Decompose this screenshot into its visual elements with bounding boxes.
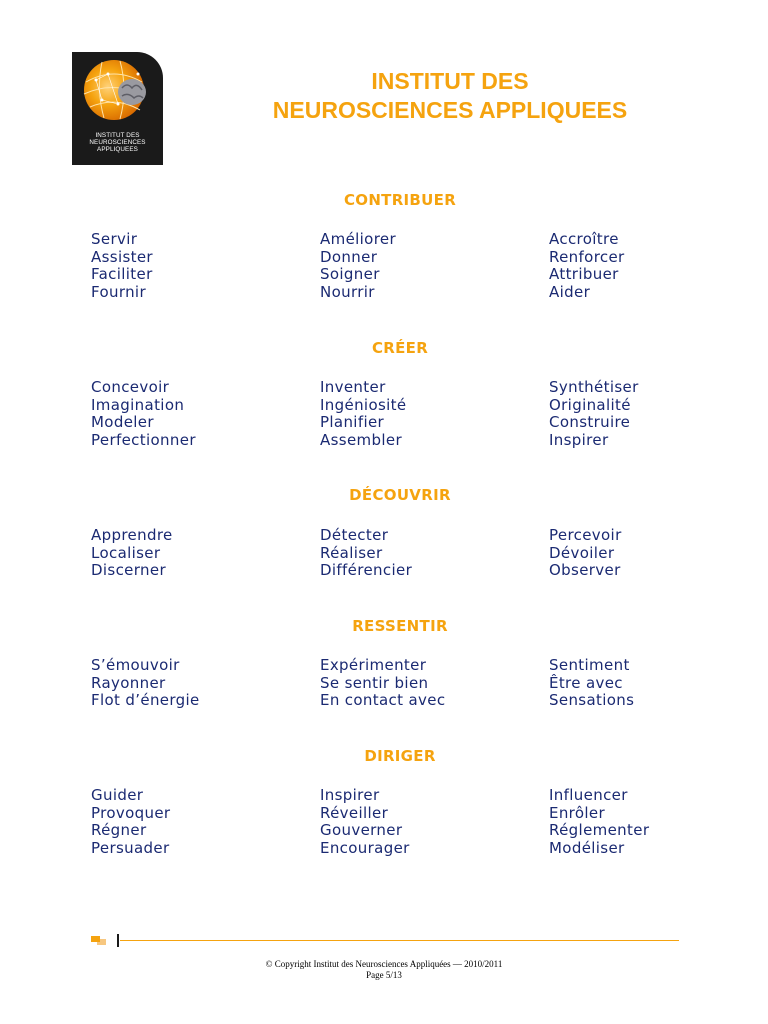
word-column xyxy=(91,379,196,450)
word: Perfectionner xyxy=(91,431,196,450)
word-column xyxy=(320,657,445,710)
word: Assister xyxy=(91,247,153,266)
word: Gouverner xyxy=(320,821,403,840)
word: Flot d’énergie xyxy=(91,691,200,710)
word: Modéliser xyxy=(549,839,625,858)
word: S’émouvoir xyxy=(91,656,180,674)
word: Soigner xyxy=(320,265,380,284)
word-column xyxy=(320,527,412,580)
section-heading-decouvrir: DÉCOUVRIR xyxy=(349,486,451,504)
word: Influencer xyxy=(549,786,628,804)
word: Concevoir xyxy=(91,378,170,396)
word: Faciliter xyxy=(91,265,153,284)
logo-text xyxy=(72,132,163,154)
word-column xyxy=(91,787,170,858)
word: Enrôler xyxy=(549,803,606,822)
word-column xyxy=(549,527,622,580)
word: Améliorer xyxy=(320,230,396,248)
word: Percevoir xyxy=(549,526,622,544)
word-column xyxy=(91,527,173,580)
word: Planifier xyxy=(320,413,385,432)
word: Régner xyxy=(91,821,147,840)
word: Inspirer xyxy=(320,786,380,804)
logo-line: NEUROSCIENCES xyxy=(89,139,146,147)
word: Dévoiler xyxy=(549,543,615,562)
word: Localiser xyxy=(91,543,161,562)
word-column xyxy=(549,379,639,450)
word: Apprendre xyxy=(91,526,173,544)
footer-rule xyxy=(120,940,679,941)
word: Guider xyxy=(91,786,144,804)
footer-divider xyxy=(117,934,119,947)
section-heading-creer: CRÉER xyxy=(371,339,429,357)
word: Expérimenter xyxy=(320,656,427,674)
section-heading-ressentir: RESSENTIR xyxy=(352,617,448,635)
word: Imagination xyxy=(91,395,185,414)
word: Servir xyxy=(91,230,138,248)
page-title-line2: NEUROSCIENCES APPLIQUEES xyxy=(272,97,628,123)
word: Réaliser xyxy=(320,543,383,562)
word-column xyxy=(549,231,625,302)
word: Provoquer xyxy=(91,803,171,822)
word-column xyxy=(549,657,634,710)
logo-line: APPLIQUEES xyxy=(97,146,138,154)
word: Inspirer xyxy=(549,431,609,450)
word: Rayonner xyxy=(91,673,166,692)
word: Construire xyxy=(549,413,631,432)
institute-logo xyxy=(72,52,163,165)
word: Réveiller xyxy=(320,803,389,822)
copyright-notice: © Copyright Institut des Neurosciences Appliquées — 2010/2011 xyxy=(265,959,503,969)
word: Observer xyxy=(549,561,621,580)
page-title xyxy=(200,67,700,125)
word: Différencier xyxy=(320,561,413,580)
word: Attribuer xyxy=(549,265,619,284)
word-column xyxy=(320,231,396,302)
word: Encourager xyxy=(320,839,410,858)
word: Détecter xyxy=(320,526,389,544)
word: Renforcer xyxy=(549,247,625,266)
word: Réglementer xyxy=(549,821,650,840)
word: Être avec xyxy=(549,673,623,692)
word: Originalité xyxy=(549,395,631,414)
word: Ingéniosité xyxy=(320,395,407,414)
word: Discerner xyxy=(91,561,166,580)
word: Accroître xyxy=(549,230,619,248)
section-heading-diriger: DIRIGER xyxy=(364,747,436,765)
word-column xyxy=(320,379,406,450)
word: Assembler xyxy=(320,431,402,450)
word: Persuader xyxy=(91,839,170,858)
word-column xyxy=(549,787,649,858)
word: Synthétiser xyxy=(549,378,639,396)
page-number: Page 5/13 xyxy=(366,970,402,980)
word: Fournir xyxy=(91,283,146,302)
word-column xyxy=(320,787,410,858)
word-column xyxy=(91,231,153,302)
word: Inventer xyxy=(320,378,386,396)
word: Modeler xyxy=(91,413,154,432)
word: Donner xyxy=(320,247,378,266)
footer-decoration xyxy=(91,936,100,942)
page-title-line1: INSTITUT DES xyxy=(371,68,529,94)
word: Se sentir bien xyxy=(320,673,429,692)
logo-line: INSTITUT DES xyxy=(95,132,140,139)
word: Sentiment xyxy=(549,656,630,674)
word-column xyxy=(91,657,200,710)
word: Aider xyxy=(549,283,591,302)
word: En contact avec xyxy=(320,691,446,710)
word: Nourrir xyxy=(320,283,375,302)
section-heading-contribuer: CONTRIBUER xyxy=(343,191,457,209)
word: Sensations xyxy=(549,691,635,710)
